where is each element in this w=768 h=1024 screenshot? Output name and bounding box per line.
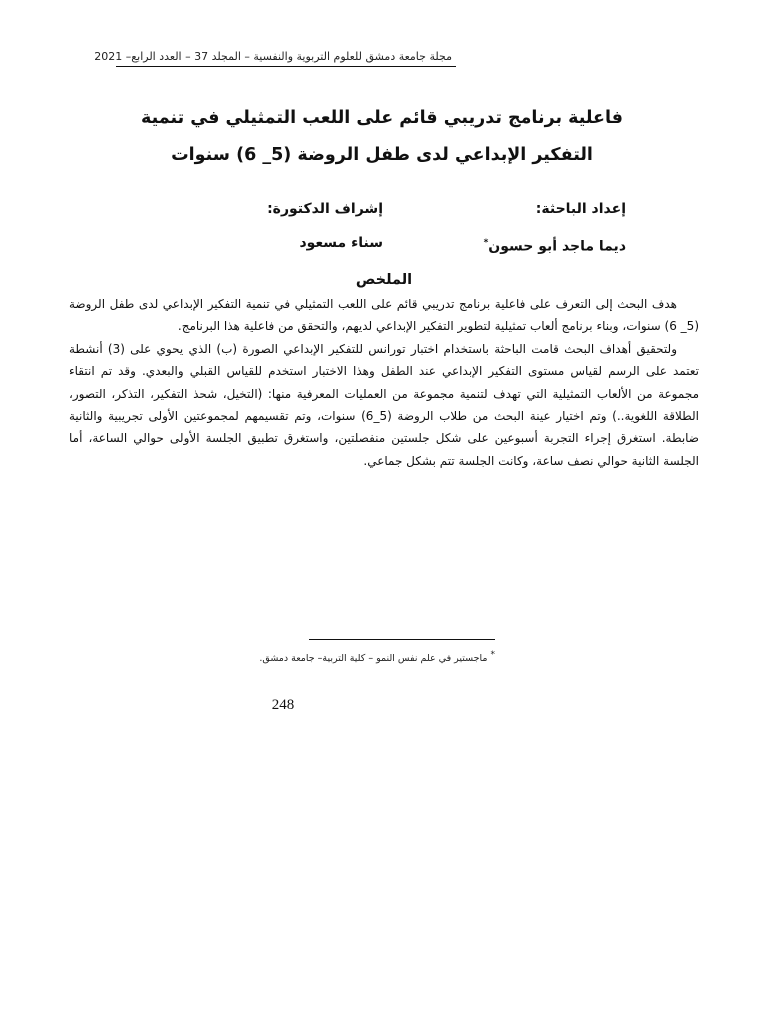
footnote-text: ماجستير في علم نفس النمو – كلية التربية– جامعة دمشق. — [259, 653, 488, 665]
title-line-2: التفكير الإبداعي لدى طفل الروضة (5_ 6) سنوات — [171, 145, 593, 165]
header-rule — [116, 66, 456, 67]
abstract-paragraph-2: ولتحقيق أهداف البحث قامت الباحثة باستخدام اختبار تورانس للتفكير الإبداعي الصورة (ب) الذي يحوي على (3) أنشطة تعتمد على الرسم لقياس مستوى التفكير الإبداعي عند الطفل وهذا الاختبار استخدم للقياس القبلي والبعدي. وقد تم انتقاء مجموعة من الألعاب التمثيلية التي تهدف لتنمية مجموعة من العمليات المعرفية منها: (التخيل، شحذ التفكير، التذكر، التصور، الطلاقة اللغوية..) وتم اختيار عينة البحث من طلاب الروضة (5_6) سنوات، وتم تقسيمهم لمجموعتين الأولى تجريبية والثانية ضابطة. استغرق إجراء التجربة أسبوعين على شكل جلستين منفصلتين، واستغرق تطبيق الجلسة الأولى حوالي الساعة، أما الجلسة الثانية حوالي نصف ساعة، وكانت الجلسة تتم بشكل جماعي. — [69, 341, 699, 468]
supervisor-role: إشراف الدكتورة: — [267, 201, 383, 217]
researcher-block — [484, 192, 626, 264]
abstract-heading: الملخص — [355, 272, 413, 288]
footnote-rule — [309, 639, 495, 640]
page-number: 248 — [271, 697, 295, 713]
supervisor-block — [267, 192, 383, 260]
researcher-name-line — [484, 226, 626, 264]
researcher-role: إعداد الباحثة: — [535, 201, 626, 217]
supervisor-name: سناء مسعود — [299, 235, 383, 251]
abstract-body — [69, 293, 699, 472]
footnote — [200, 650, 495, 664]
running-header: مجلة جامعة دمشق للعلوم التربوية والنفسية – المجلد 37 – العدد الرابع– 2021 — [94, 50, 452, 63]
footnote-marker: * — [490, 650, 495, 660]
researcher-footnote-marker: * — [483, 238, 489, 248]
abstract-paragraph-1: هدف البحث إلى التعرف على فاعلية برنامج تدريبي قائم على اللعب التمثيلي في تنمية التفكير الإبداعي لدى طفل الروضة (5_ 6) سنوات، وبناء برنامج ألعاب تمثيلية لتطوير التفكير الإبداعي لديهم، والتحقق من فاعلية هذا البرنامج. — [69, 297, 699, 334]
title-line-1: فاعلية برنامج تدريبي قائم على اللعب التمثيلي في تنمية — [140, 108, 624, 128]
paper-title — [60, 100, 704, 174]
researcher-name: ديما ماجد أبو حسون — [488, 238, 626, 255]
